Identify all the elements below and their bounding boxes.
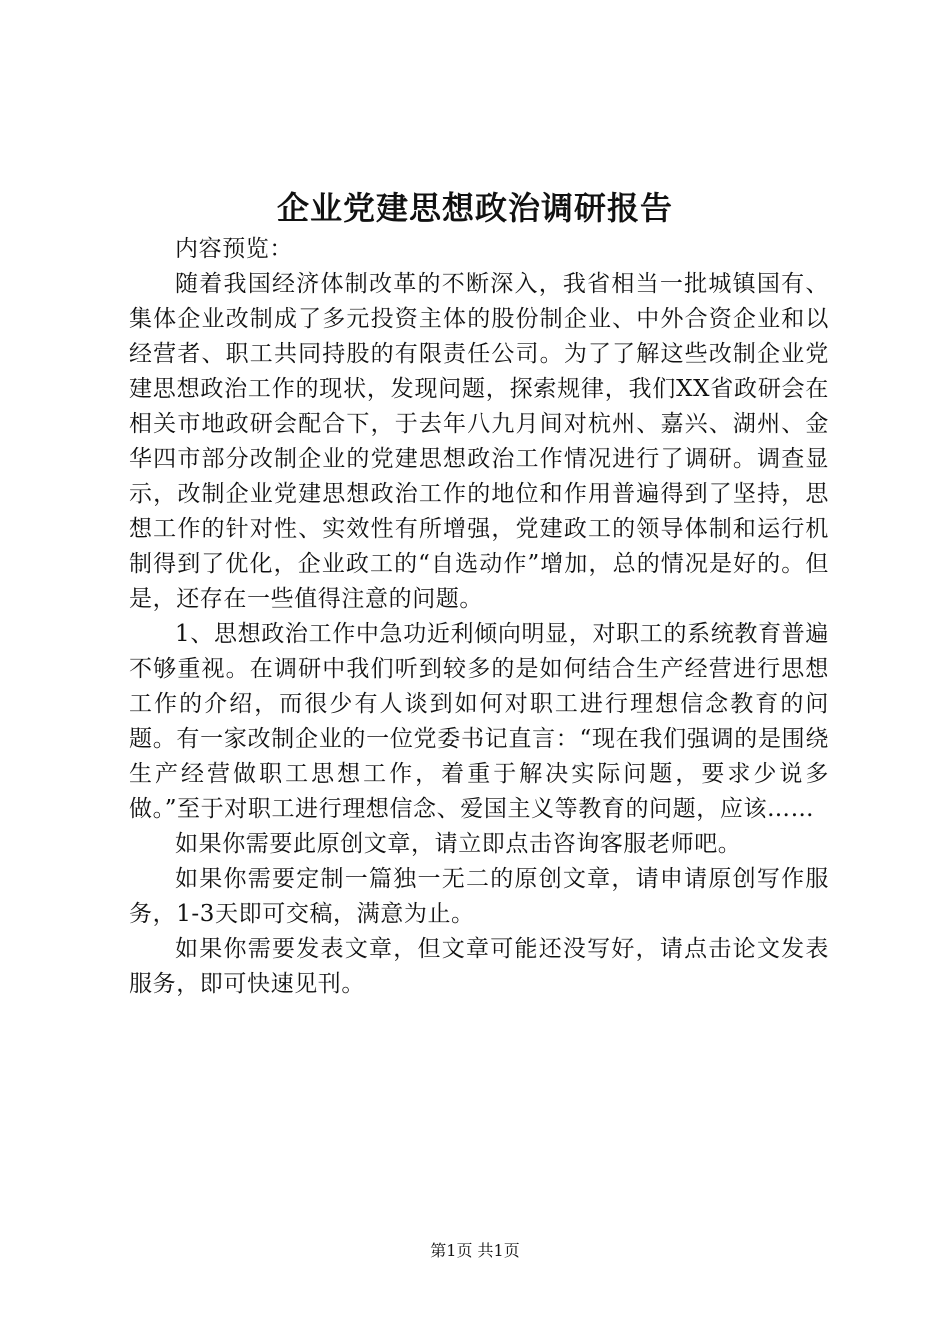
- notice-paragraph-custom: 如果你需要定制一篇独一无二的原创文章，请申请原创写作服务，1-3天即可交稿，满意为止。: [129, 866, 829, 927]
- page-number: 第1页 共1页: [430, 1241, 520, 1260]
- preview-label: 内容预览：: [175, 236, 293, 262]
- body-paragraph-intro: 随着我国经济体制改革的不断深入，我省相当一批城镇国有、集体企业改制成了多元投资主体的股份制企业、中外合资企业和以经营者、职工共同持股的有限责任公司。为了了解这些改制企业党建思想政治工作的现状，发现问题，探索规律，我们XX省政研会在相关市地政研会配合下，于去年八九月间对杭州、嘉兴、湖州、金华四市部分改制企业的党建思想政治工作情况进行了调研。调查显示，改制企业党建思想政治工作的地位和作用普遍得到了坚持，思想工作的针对性、实效性有所增强，党建政工的领导体制和运行机制得到了优化，企业政工的“自选动作”增加，总的情况是好的。但是，还存在一些值得注意的问题。: [129, 271, 829, 612]
- body-paragraph-point-1: 1、思想政治工作中急功近利倾向明显，对职工的系统教育普遍不够重视。在调研中我们听到较多的是如何结合生产经营进行思想工作的介绍，而很少有人谈到如何对职工进行理想信念教育的问题。有一家改制企业的一位党委书记直言：“现在我们强调的是围绕生产经营做职工思想工作，着重于解决实际问题，要求少说多做。”至于对职工进行理想信念、爱国主义等教育的问题，应该……: [129, 621, 829, 822]
- document-title: 企业党建思想政治调研报告: [276, 189, 673, 227]
- notice-paragraph-consult: 如果你需要此原创文章，请立即点击咨询客服老师吧。: [175, 831, 742, 857]
- notice-paragraph-publish: 如果你需要发表文章，但文章可能还没写好，请点击论文发表服务，即可快速见刊。: [129, 936, 829, 997]
- document-body: [129, 232, 829, 1002]
